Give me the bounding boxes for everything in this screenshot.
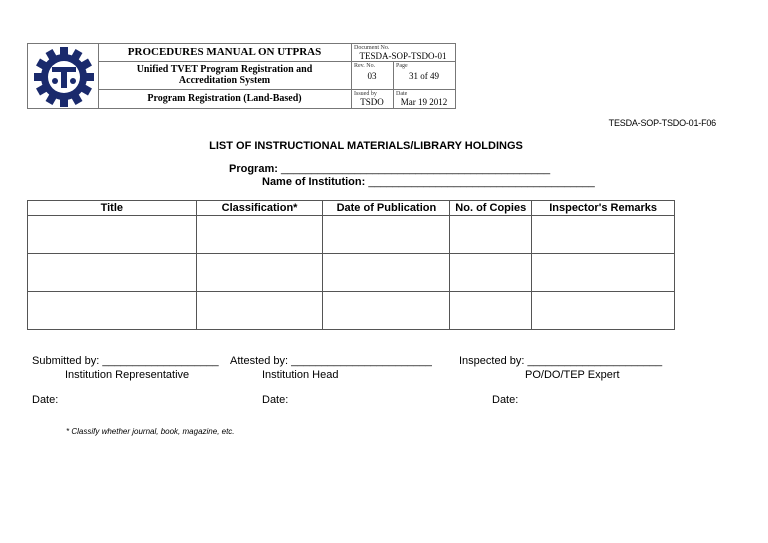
- submitted-by: [32, 355, 219, 368]
- inspected-field[interactable]: ______________________: [527, 355, 663, 367]
- table-row: [28, 216, 675, 254]
- table-cell[interactable]: [532, 216, 675, 254]
- table-cell[interactable]: [450, 216, 532, 254]
- doc-no-label: Document No.: [354, 45, 390, 51]
- program-field[interactable]: ____________________________________________: [280, 163, 551, 175]
- inspected-by: [459, 355, 662, 368]
- page-label: Page: [396, 63, 408, 69]
- footnote: * Classify whether journal, book, magazine, etc.: [66, 427, 235, 436]
- tesda-logo: [28, 44, 98, 108]
- col-date-of-publication: Date of Publication: [323, 201, 450, 216]
- table-row: [28, 254, 675, 292]
- attested-role: Institution Head: [262, 369, 339, 381]
- table-cell[interactable]: [196, 216, 323, 254]
- table-cell[interactable]: [450, 292, 532, 330]
- table-row: [28, 292, 675, 330]
- rev-value: 03: [367, 71, 377, 81]
- form-code: TESDA-SOP-TSDO-01-F06: [608, 118, 716, 128]
- inspected-label: Inspected by:: [459, 355, 525, 367]
- system-title: [98, 64, 351, 86]
- system-title-line2: Accreditation System: [178, 75, 271, 86]
- system-title-line1: Unified TVET Program Registration and: [136, 64, 313, 75]
- institution-row: [262, 176, 595, 188]
- program-row: [229, 163, 550, 175]
- submitted-label: Submitted by:: [32, 355, 100, 367]
- date-label: Date: [396, 91, 408, 97]
- manual-title: PROCEDURES MANUAL ON UTPRAS: [127, 46, 322, 58]
- date-value: Mar 19 2012: [400, 97, 448, 107]
- table-cell[interactable]: [323, 216, 450, 254]
- date-inspected: Date:: [492, 394, 519, 406]
- issued-label: Issued by: [354, 91, 377, 97]
- issued-value: TSDO: [360, 97, 384, 107]
- submitted-field[interactable]: ___________________: [102, 355, 219, 367]
- rev-label: Rev. No.: [354, 63, 376, 69]
- gear-logo-icon: [28, 44, 98, 108]
- table-cell[interactable]: [28, 216, 197, 254]
- section-title: Program Registration (Land-Based): [147, 93, 302, 104]
- table-cell[interactable]: [323, 254, 450, 292]
- table-cell[interactable]: [450, 254, 532, 292]
- form-title: LIST OF INSTRUCTIONAL MATERIALS/LIBRARY HOLDINGS: [209, 140, 523, 152]
- table-cell[interactable]: [532, 292, 675, 330]
- submitted-role: Institution Representative: [65, 369, 190, 381]
- date-attested: Date:: [262, 394, 289, 406]
- table-cell[interactable]: [28, 254, 197, 292]
- inspected-role: PO/DO/TEP Expert: [525, 369, 620, 381]
- col-no-of-copies: No. of Copies: [450, 201, 532, 216]
- institution-label: Name of Institution:: [262, 176, 366, 188]
- doc-no-value: TESDA-SOP-TSDO-01: [359, 51, 447, 61]
- holdings-table: [27, 200, 675, 330]
- col-classification: Classification*: [196, 201, 323, 216]
- attested-field[interactable]: _______________________: [291, 355, 432, 367]
- institution-field[interactable]: _____________________________________: [368, 176, 595, 188]
- table-cell[interactable]: [196, 292, 323, 330]
- table-header-row: [28, 201, 675, 216]
- table-cell[interactable]: [532, 254, 675, 292]
- table-cell[interactable]: [196, 254, 323, 292]
- attested-by: [230, 355, 432, 368]
- page-value: 31 of 49: [409, 71, 439, 81]
- col-title: Title: [28, 201, 197, 216]
- program-label: Program:: [229, 163, 278, 175]
- date-submitted: Date:: [32, 394, 59, 406]
- attested-label: Attested by:: [230, 355, 289, 367]
- document-header: [27, 43, 456, 109]
- table-cell[interactable]: [323, 292, 450, 330]
- table-cell[interactable]: [28, 292, 197, 330]
- col-inspectors-remarks: Inspector's Remarks: [532, 201, 675, 216]
